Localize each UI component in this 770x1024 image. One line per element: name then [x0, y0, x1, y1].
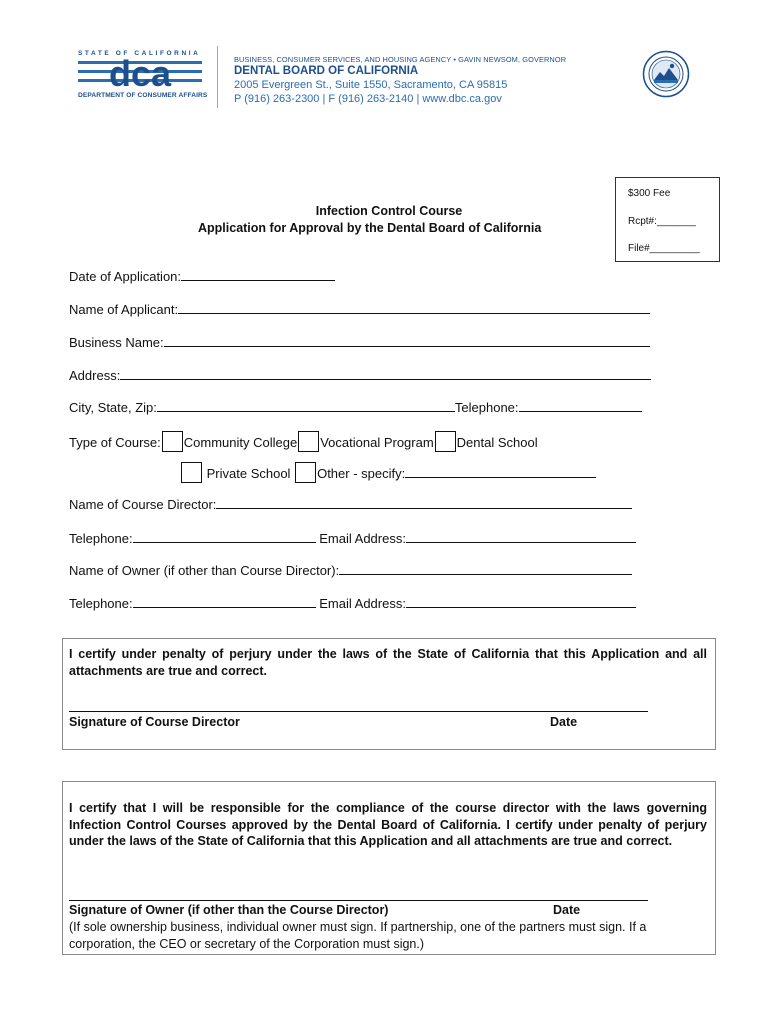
- dca-logo: [78, 58, 202, 88]
- business-name-field[interactable]: [164, 334, 650, 347]
- owner-email-label: Email Address:: [319, 596, 406, 611]
- logo-department-text: DEPARTMENT OF CONSUMER AFFAIRS: [78, 92, 208, 99]
- owner-email-field[interactable]: [406, 595, 636, 608]
- owner-name-row: [69, 562, 632, 578]
- course-director-row: [69, 496, 632, 512]
- director-telephone-label: Telephone:: [69, 531, 133, 546]
- course-director-field[interactable]: [216, 496, 632, 509]
- owner-telephone-label: Telephone:: [69, 596, 133, 611]
- fee-label: $300 Fee: [628, 188, 671, 199]
- type-of-course-label: Type of Course:: [69, 435, 161, 450]
- business-name-row: [69, 334, 650, 350]
- name-of-applicant-row: [69, 301, 650, 317]
- dental-school-label: Dental School: [456, 435, 538, 450]
- telephone-field[interactable]: [519, 399, 642, 412]
- city-state-zip-label: City, State, Zip:: [69, 400, 157, 415]
- owner-certification-text: I certify that I will be responsible for the compliance of the course director with the laws governing Infection Control Courses approved by the Dental Board of California. I certify under penalty of perjury under the laws of the State of California that this Application and all attachments are true and correct.: [69, 801, 707, 848]
- private-school-label: Private School: [206, 466, 291, 481]
- date-of-application-row: [69, 268, 335, 284]
- date-of-application-field[interactable]: [181, 268, 335, 281]
- type-of-course-row-2: [180, 462, 596, 483]
- name-of-applicant-field[interactable]: [178, 301, 650, 314]
- owner-signature-note: (If sole ownership business, individual owner must sign. If partnership, one of the partners must sign. If a corporation, the CEO or secretary of the Corporation must sign.): [69, 920, 647, 951]
- receipt-number-label: Rcpt#:_______: [628, 216, 696, 227]
- address-row: [69, 367, 651, 383]
- director-signature-label: Signature of Course Director: [69, 715, 240, 729]
- community-college-checkbox[interactable]: [162, 431, 183, 452]
- owner-signature-label: Signature of Owner (if other than the Course Director): [69, 903, 389, 917]
- board-name: DENTAL BOARD OF CALIFORNIA: [234, 65, 419, 77]
- director-telephone-field[interactable]: [133, 530, 316, 543]
- vocational-program-checkbox[interactable]: [298, 431, 319, 452]
- board-address: 2005 Evergreen St., Suite 1550, Sacramento, CA 95815: [234, 79, 508, 91]
- owner-name-field[interactable]: [339, 562, 632, 575]
- logo-state-text: STATE OF CALIFORNIA: [78, 50, 201, 57]
- vocational-program-label: Vocational Program: [320, 435, 434, 450]
- course-director-label: Name of Course Director:: [69, 497, 217, 512]
- community-college-label: Community College: [183, 435, 298, 450]
- date-of-application-label: Date of Application:: [69, 269, 182, 284]
- director-signature-field[interactable]: [69, 711, 648, 712]
- director-email-label: Email Address:: [319, 531, 406, 546]
- director-email-field[interactable]: [406, 530, 636, 543]
- state-seal-icon: [642, 50, 690, 98]
- business-name-label: Business Name:: [69, 335, 164, 350]
- director-date-label: Date: [550, 715, 578, 729]
- address-field[interactable]: [120, 367, 651, 380]
- city-state-zip-field[interactable]: [157, 399, 455, 412]
- type-of-course-row: [69, 431, 538, 452]
- owner-signature-field[interactable]: [69, 900, 648, 901]
- board-contact: P (916) 263-2300 | F (916) 263-2140 | www.dbc.ca.gov: [234, 93, 502, 105]
- owner-contact-row: [69, 595, 636, 611]
- form-subtitle: Application for Approval by the Dental Board of California: [198, 221, 542, 235]
- other-specify-field[interactable]: [405, 465, 596, 478]
- owner-date-label: Date: [553, 903, 581, 917]
- director-certification-text: I certify under penalty of perjury under the laws of the State of California that this Application and all attachments are true and correct.: [69, 647, 707, 678]
- telephone-label: Telephone:: [454, 400, 519, 415]
- city-state-zip-row: [69, 399, 642, 415]
- address-label: Address:: [69, 368, 121, 383]
- dental-school-checkbox[interactable]: [435, 431, 456, 452]
- director-contact-row: [69, 530, 636, 546]
- other-checkbox[interactable]: [295, 462, 316, 483]
- header-divider: [217, 46, 218, 108]
- owner-telephone-field[interactable]: [133, 595, 316, 608]
- owner-name-label: Name of Owner (if other than Course Director):: [69, 563, 340, 578]
- svg-text:dca: dca: [108, 58, 172, 88]
- form-title: Infection Control Course: [315, 204, 463, 218]
- other-specify-label: Other - specify:: [317, 466, 406, 481]
- agency-line: BUSINESS, CONSUMER SERVICES, AND HOUSING AGENCY • GAVIN NEWSOM, GOVERNOR: [234, 55, 567, 64]
- name-of-applicant-label: Name of Applicant:: [69, 302, 179, 317]
- private-school-checkbox[interactable]: [181, 462, 202, 483]
- file-number-label: File#_________: [628, 243, 700, 254]
